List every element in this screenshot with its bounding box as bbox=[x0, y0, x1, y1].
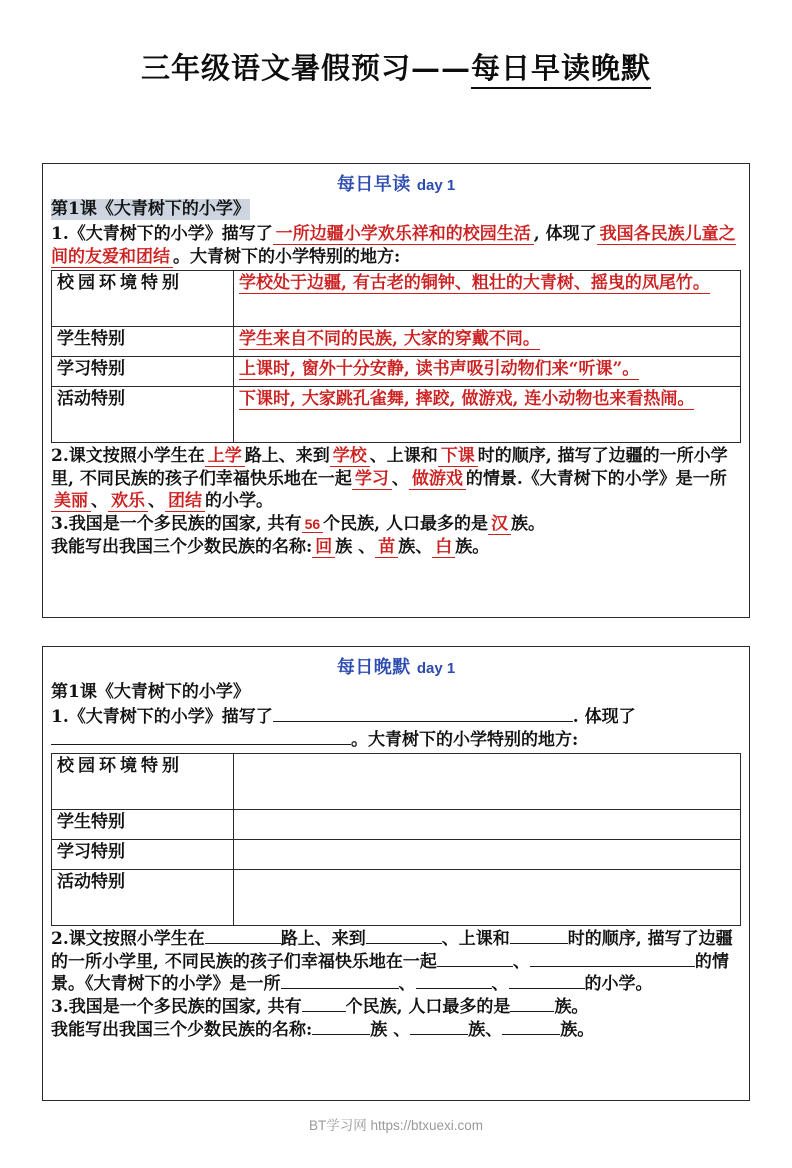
morning-row-0-value-text: 学校处于边疆, 有古老的铜钟、粗壮的大青树、摇曳的凤尾竹。 bbox=[239, 273, 710, 294]
morning-question-2 bbox=[51, 445, 741, 512]
evening-q3-p4: 我能写出我国三个少数民族的名称: bbox=[51, 1019, 313, 1040]
morning-q3-a5: 白 bbox=[432, 537, 455, 558]
evening-q3-blank-1[interactable] bbox=[302, 1011, 346, 1012]
morning-q3-a4: 苗 bbox=[375, 537, 398, 558]
morning-row-2-label: 学习特别 bbox=[52, 357, 234, 387]
morning-q2-p3: 、上课和 bbox=[369, 446, 438, 467]
evening-q1-part1: 1.《大青树下的小学》描写了 bbox=[51, 707, 273, 728]
evening-q2-blank-1[interactable] bbox=[205, 943, 281, 944]
evening-q3-blank-4[interactable] bbox=[410, 1034, 468, 1035]
evening-q3-p3: 族。 bbox=[554, 997, 589, 1018]
morning-row-0-value bbox=[234, 271, 741, 327]
evening-row-1-value[interactable] bbox=[234, 810, 741, 840]
morning-row-0-label-text: 校园环境特别 bbox=[57, 273, 183, 294]
morning-q2-text bbox=[51, 445, 741, 512]
morning-q2-a8: 团结 bbox=[165, 491, 205, 512]
morning-row-2-value bbox=[234, 357, 741, 387]
table-row bbox=[52, 754, 741, 810]
morning-question-3 bbox=[51, 513, 741, 558]
morning-q3-p7: 族。 bbox=[455, 536, 490, 557]
morning-q1-part3: 。大青树下的小学特别的地方: bbox=[173, 246, 401, 267]
evening-q2-p3: 、上课和 bbox=[441, 929, 510, 950]
evening-header-day: day 1 bbox=[416, 660, 456, 677]
evening-q2-p4: 时的顺序, 描写了边疆的一所小学里, 不同民族的孩子们幸福快乐地在一起 bbox=[51, 929, 733, 972]
morning-q3-p5: 族 、 bbox=[335, 536, 376, 557]
morning-q3-a1: 56 bbox=[302, 516, 324, 533]
evening-row-2-value[interactable] bbox=[234, 840, 741, 870]
page-title bbox=[0, 46, 792, 87]
morning-q1-answer2: 我国各民族儿童之间的友爱和团结 bbox=[51, 224, 736, 267]
morning-q1-answer1: 一所边疆小学欢乐祥和的校园生活 bbox=[273, 224, 534, 245]
morning-row-1-value-text: 学生来自不同的民族, 大家的穿戴不同。 bbox=[239, 329, 540, 350]
evening-question-3 bbox=[51, 996, 741, 1041]
morning-q1-part2: , 体现了 bbox=[533, 224, 597, 245]
morning-q3-p2: 个民族, 人口最多的是 bbox=[323, 514, 489, 535]
morning-question-1 bbox=[51, 223, 741, 268]
morning-q2-a3: 下课 bbox=[438, 446, 478, 467]
morning-q3-p6: 族、 bbox=[398, 536, 433, 557]
morning-q3-p4: 我能写出我国三个少数民族的名称: bbox=[51, 536, 313, 557]
evening-q3-blank-3[interactable] bbox=[312, 1034, 370, 1035]
morning-row-1-label: 学生特别 bbox=[52, 327, 234, 357]
page-title-plain: 三年级语文暑假预习—— bbox=[140, 51, 471, 85]
evening-q3-p2: 个民族, 人口最多的是 bbox=[345, 997, 511, 1018]
evening-q1-part3: 。大青树下的小学特别的地方: bbox=[351, 729, 579, 750]
table-row bbox=[52, 327, 741, 357]
morning-q2-p8: 、 bbox=[148, 491, 165, 511]
evening-feature-table bbox=[51, 753, 741, 926]
evening-q1-blank-1[interactable] bbox=[273, 721, 573, 722]
evening-q1-part2: . 体现了 bbox=[572, 707, 636, 728]
morning-q3-line1 bbox=[51, 513, 741, 535]
evening-q3-blank-5[interactable] bbox=[502, 1034, 560, 1035]
evening-q3-p5: 族 、 bbox=[370, 1019, 411, 1040]
table-row bbox=[52, 271, 741, 327]
page-footer: BT学习网 https://btxuexi.com bbox=[308, 1118, 484, 1133]
evening-q2-text bbox=[51, 928, 741, 995]
section-morning-reading bbox=[42, 163, 750, 618]
morning-q2-p1: 2.课文按照小学生在 bbox=[51, 446, 205, 467]
evening-q3-p6: 族、 bbox=[468, 1019, 503, 1040]
morning-q2-p4: 时的顺序, 描写了边疆的一所小学里, 不同民族的孩子们幸福快乐地在一起 bbox=[51, 446, 728, 489]
morning-q3-line2 bbox=[51, 536, 741, 558]
morning-section-header bbox=[51, 170, 741, 196]
evening-header-title: 每日晚默 bbox=[336, 657, 411, 678]
morning-q1-text bbox=[51, 223, 741, 268]
table-row bbox=[52, 870, 741, 926]
morning-row-3-label: 活动特别 bbox=[52, 387, 234, 443]
morning-feature-table bbox=[51, 270, 741, 443]
evening-q3-p1: 3.我国是一个多民族的国家, 共有 bbox=[51, 997, 302, 1018]
evening-q3-p7: 族。 bbox=[560, 1019, 595, 1040]
evening-q2-blank-2[interactable] bbox=[366, 943, 442, 944]
evening-q3-blank-2[interactable] bbox=[510, 1011, 554, 1012]
evening-q2-blank-6[interactable] bbox=[281, 988, 399, 989]
morning-q2-a1: 上学 bbox=[205, 446, 245, 467]
morning-q2-a2: 学校 bbox=[330, 446, 370, 467]
morning-q2-p7: 、 bbox=[91, 491, 108, 511]
evening-lesson-title-wrap bbox=[51, 682, 741, 704]
section-evening-dictation bbox=[42, 646, 750, 1101]
evening-lesson-title: 第1课《大青树下的小学》 bbox=[51, 682, 250, 702]
morning-q2-p2: 路上、来到 bbox=[244, 446, 330, 467]
table-row bbox=[52, 387, 741, 443]
evening-section-header bbox=[51, 653, 741, 679]
evening-row-3-value[interactable] bbox=[234, 870, 741, 926]
morning-row-3-value bbox=[234, 387, 741, 443]
morning-q2-a6: 美丽 bbox=[51, 491, 91, 512]
morning-header-day: day 1 bbox=[416, 177, 456, 194]
evening-q3-line2 bbox=[51, 1019, 741, 1041]
evening-q2-blank-8[interactable] bbox=[509, 988, 585, 989]
morning-q2-p6: 的情景.《大青树下的小学》是一所 bbox=[465, 468, 727, 489]
table-row bbox=[52, 810, 741, 840]
morning-q2-p5: 、 bbox=[391, 468, 409, 489]
morning-q3-a2: 汉 bbox=[488, 514, 511, 535]
morning-q2-a7: 欢乐 bbox=[108, 491, 148, 512]
evening-row-0-value[interactable] bbox=[234, 754, 741, 810]
evening-q2-p8: 、 bbox=[491, 974, 509, 994]
evening-q2-p5: 、 bbox=[512, 951, 530, 972]
morning-q2-a4: 学习 bbox=[352, 469, 392, 490]
morning-q3-p3: 族。 bbox=[511, 514, 546, 535]
evening-q2-p9: 的小学。 bbox=[584, 974, 653, 994]
worksheet-page bbox=[0, 46, 792, 1168]
morning-row-1-value bbox=[234, 327, 741, 357]
morning-lesson-title: 第1课《大青树下的小学》 bbox=[51, 199, 250, 219]
evening-row-1-label: 学生特别 bbox=[52, 810, 234, 840]
morning-lesson-title-wrap bbox=[51, 199, 741, 221]
evening-q3-line1 bbox=[51, 996, 741, 1018]
page-title-underlined: 每日早读晚默 bbox=[471, 51, 651, 89]
evening-q1-text bbox=[51, 706, 741, 751]
evening-q2-blank-4[interactable] bbox=[437, 966, 513, 967]
evening-row-3-label: 活动特别 bbox=[52, 870, 234, 926]
evening-q2-p2: 路上、来到 bbox=[280, 929, 366, 950]
evening-row-2-label: 学习特别 bbox=[52, 840, 234, 870]
morning-q3-p1: 3.我国是一个多民族的国家, 共有 bbox=[51, 514, 302, 535]
morning-q2-a5: 做游戏 bbox=[409, 469, 466, 490]
evening-q2-blank-7[interactable] bbox=[416, 988, 492, 989]
morning-row-2-value-text: 上课时, 窗外十分安静, 读书声吸引动物们来“听课”。 bbox=[239, 359, 640, 380]
table-row bbox=[52, 840, 741, 870]
morning-q2-p9: 的小学。 bbox=[205, 491, 273, 511]
evening-q2-p1: 2.课文按照小学生在 bbox=[51, 929, 205, 950]
evening-question-2 bbox=[51, 928, 741, 995]
evening-row-0-label-text: 校园环境特别 bbox=[57, 756, 183, 777]
evening-question-1 bbox=[51, 706, 741, 751]
evening-q2-p7: 、 bbox=[398, 974, 416, 994]
evening-q2-blank-5[interactable] bbox=[530, 966, 695, 967]
morning-q3-a3: 回 bbox=[312, 537, 335, 558]
morning-row-3-value-text: 下课时, 大家跳孔雀舞, 摔跤, 做游戏, 连小动物也来看热闹。 bbox=[239, 389, 695, 410]
evening-row-0-label bbox=[52, 754, 234, 810]
evening-q1-blank-2[interactable] bbox=[51, 744, 351, 745]
table-row bbox=[52, 357, 741, 387]
morning-q1-part1: 1.《大青树下的小学》描写了 bbox=[51, 224, 273, 245]
evening-q2-blank-3[interactable] bbox=[510, 943, 568, 944]
evening-q2-p6: 的情景。《大青树下的小学》是一所 bbox=[51, 951, 729, 994]
morning-header-title: 每日早读 bbox=[336, 174, 411, 195]
morning-row-0-label bbox=[52, 271, 234, 327]
